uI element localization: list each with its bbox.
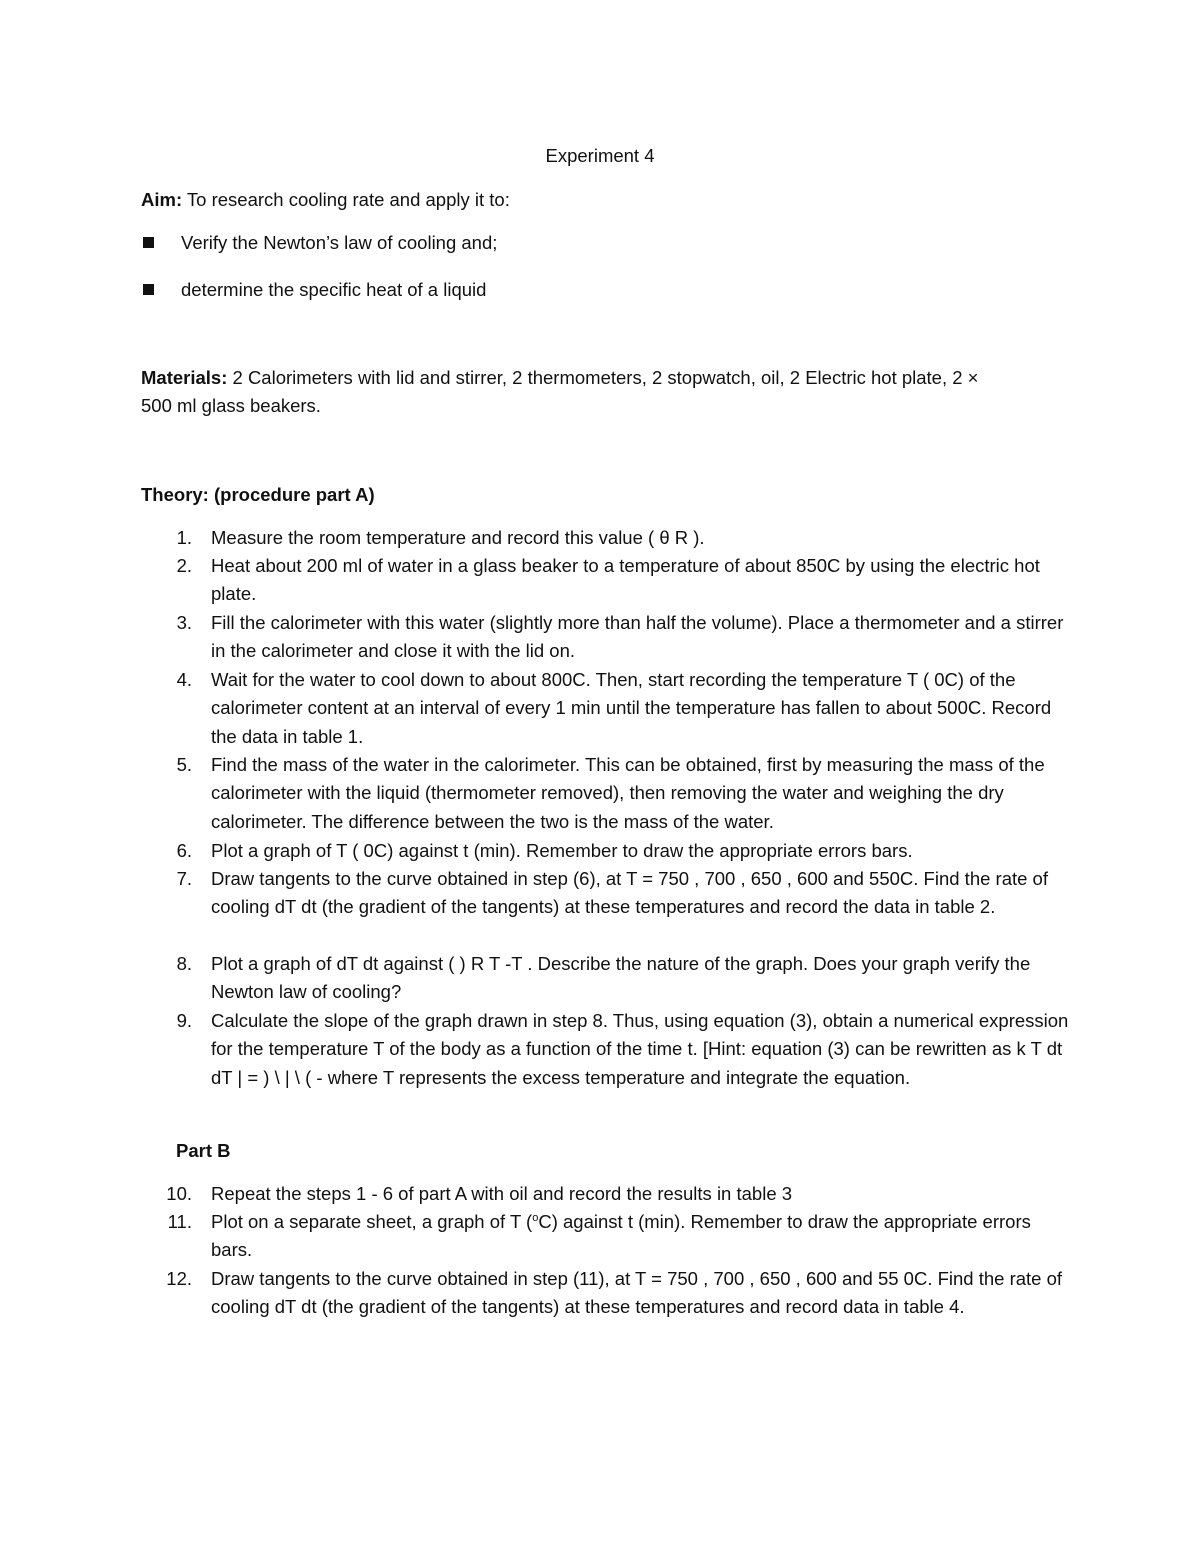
list-item: Measure the room temperature and record this value ( θ R ).	[211, 527, 705, 548]
list-item: Draw tangents to the curve obtained in step (11), at T = 750 , 700 , 650 , 600 and 55 0C. Find the rate of cooling dT dt (the gradient of the tangents) at these temperatures and record data in table 4.	[211, 1268, 1063, 1318]
page-title: Experiment 4	[545, 145, 655, 166]
list-number: 4.	[176, 669, 192, 690]
list-number: 9.	[176, 1010, 192, 1031]
aim-bullet: Verify the Newton’s law of cooling and;	[181, 232, 498, 253]
list-item: Wait for the water to cool down to about 800C. Then, start recording the temperature T ( 0C) of the calorimeter content at an interval of every 1 min until the temperature has fallen to about 500C. Record the data in table 1.	[211, 669, 1052, 747]
list-item: Calculate the slope of the graph drawn in step 8. Thus, using equation (3), obtain a numerical expression for the temperature T of the body as a function of the time t. [Hint: equation (3) can be rewritten as k T dt dT | = ) \ | \ ( - where T represents the excess temperature and integrate the equation.	[211, 1010, 1069, 1088]
list-number: 11.	[167, 1211, 192, 1232]
aim-label: Aim:	[141, 189, 183, 210]
list-item: Heat about 200 ml of water in a glass beaker to a temperature of about 850C by using the electric hot plate.	[211, 555, 1040, 605]
list-number: 6.	[176, 840, 192, 861]
square-bullet-icon	[143, 237, 154, 248]
list-number: 5.	[176, 754, 192, 775]
degree-superscript: o	[532, 1211, 539, 1224]
materials-text: 2 Calorimeters with lid and stirrer, 2 thermometers, 2 stopwatch, oil, 2 Electric hot plate, 2 ×	[227, 367, 979, 388]
aim-text: To research cooling rate and apply it to:	[182, 189, 510, 210]
list-item: Find the mass of the water in the calorimeter. This can be obtained, first by measuring the mass of the calorimeter with the liquid (thermometer removed), then removing the water and weighing the dry calorimeter. The difference between the two is the mass of the water.	[211, 754, 1045, 832]
square-bullet-icon	[143, 284, 154, 295]
list-item: Plot a graph of dT dt against ( ) R T -T . Describe the nature of the graph. Does your graph verify the Newton law of cooling?	[211, 953, 1031, 1003]
list-number: 10.	[166, 1183, 192, 1204]
list-number: 1.	[176, 527, 192, 548]
item-text-before: Plot on a separate sheet, a graph of T (	[211, 1211, 533, 1232]
list-number: 7.	[176, 868, 192, 889]
aim-bullet: determine the specific heat of a liquid	[181, 279, 487, 300]
item-text-after: C) against t (min). Remember to draw the appropriate errors bars.	[211, 1211, 1031, 1261]
list-number: 12.	[166, 1268, 192, 1289]
part-b-heading: Part B	[176, 1140, 231, 1161]
list-item	[211, 1208, 1071, 1265]
materials-label: Materials:	[141, 367, 228, 388]
list-item: Plot a graph of T ( 0C) against t (min). Remember to draw the appropriate errors bars.	[211, 840, 913, 861]
list-number: 8.	[176, 953, 192, 974]
list-item: Fill the calorimeter with this water (slightly more than half the volume). Place a thermometer and a stirrer in the calorimeter and close it with the lid on.	[211, 612, 1064, 662]
theory-heading: Theory: (procedure part A)	[141, 484, 375, 505]
materials-line-2: 500 ml glass beakers.	[141, 395, 321, 416]
aim-line	[141, 188, 510, 212]
list-item: Draw tangents to the curve obtained in step (6), at T = 750 , 700 , 650 , 600 and 550C. Find the rate of cooling dT dt (the gradient of the tangents) at these temperatures and record the data in table 2.	[211, 868, 1048, 918]
list-number: 2.	[176, 555, 192, 576]
list-number: 3.	[176, 612, 192, 633]
materials-line	[141, 366, 979, 390]
list-item: Repeat the steps 1 - 6 of part A with oil and record the results in table 3	[211, 1183, 793, 1204]
